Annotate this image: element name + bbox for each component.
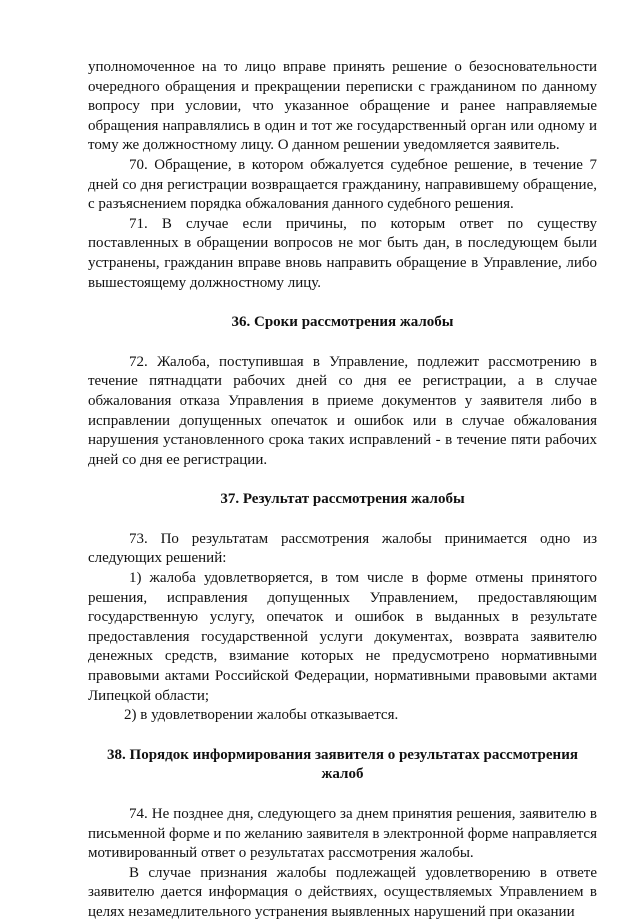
document-page [88,58,597,923]
paragraph-73-item-1: 1) жалоба удовлетворяется, в том числе в форме отмены принятого решения, исправления допущенных Управлением, предоставляющим государственную услугу, опечаток и ошибок в выданных в результате предоставления государственной услуги документах, возврата заявителю денежных средств, взимание которых не предусмотрено нормативными правовыми актами Российской Федерации, нормативными правовыми актами Липецкой области; [88,570,597,704]
heading-37: 37. Результат рассмотрения жалобы [220,491,465,508]
paragraph-71: 71. В случае если причины, по которым ответ по существу поставленных в обращении вопросов не мог быть дан, в последующем были устранены, гражданин вправе вновь направить обращение в Управление, либо вышестоящему должностному лицу. [88,215,597,291]
paragraph-73-item-2: 2) в удовлетворении жалобы отказывается. [124,707,399,724]
paragraph-continuation: уполномоченное на то лицо вправе принять решение о безосновательности очередного обращения и прекращении переписки с гражданином по данному вопросу при условии, что указанное обращение и ранее направляемые обращения направлялись в один и тот же государственный орган или одному и тому же должностному лицу. О данном решении уведомляется заявитель. [88,59,597,154]
paragraph-72: 72. Жалоба, поступившая в Управление, подлежит рассмотрению в течение пятнадцати рабочих дней со дня ее регистрации, а в случае обжалования отказа Управления в приеме документов у заявителя либо в исправлении допущенных опечаток и ошибок или в случае обжалования нарушения установленного срока таких исправлений - в течение пяти рабочих дней со дня ее регистрации. [88,353,597,468]
paragraph-70: 70. Обращение, в котором обжалуется судебное решение, в течение 7 дней со дня регистрации возвращается гражданину, направившему обращение, с разъяснением порядка обжалования данного судебного решения. [88,156,597,213]
paragraph-74: 74. Не позднее дня, следующего за днем принятия решения, заявителю в письменной форме и по желанию заявителя в электронной форме направляется мотивированный ответ о результатах рассмотрения жалобы. [88,806,597,862]
paragraph-74-continued: В случае признания жалобы подлежащей удовлетворению в ответе заявителю дается информация о действиях, осуществляемых Управлением в целях незамедлительного устранения выявленных нарушений при оказании [88,864,597,920]
paragraph-73: 73. По результатам рассмотрения жалобы принимается одно из следующих решений: [88,530,597,567]
heading-38: 38. Порядок информирования заявителя о результатах рассмотрения жалоб [107,746,578,783]
heading-36: 36. Сроки рассмотрения жалобы [231,314,454,331]
